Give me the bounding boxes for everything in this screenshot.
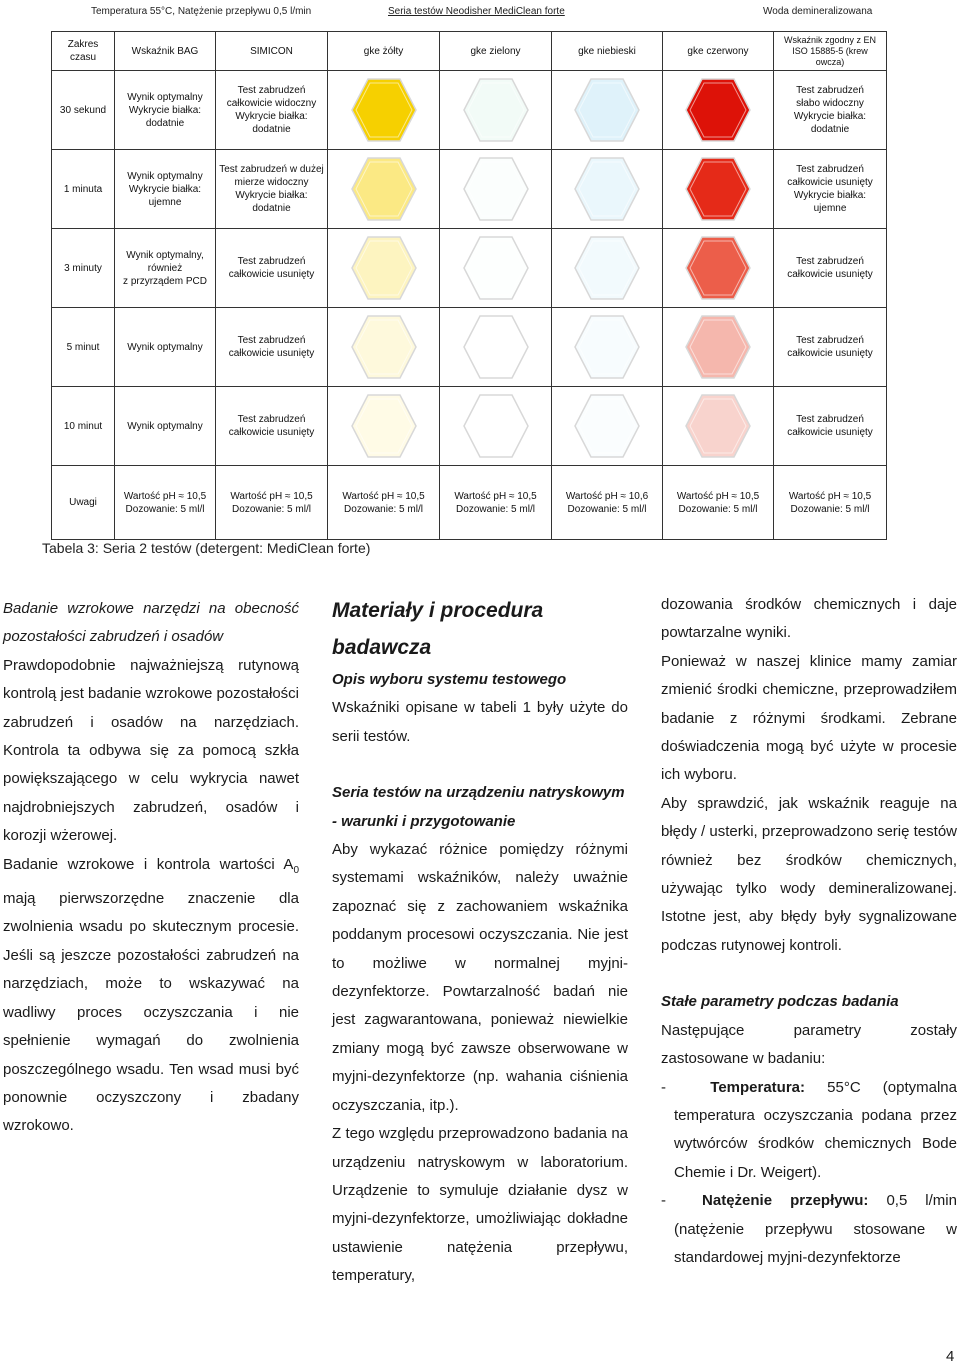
- test-strip-swatch: [559, 74, 655, 146]
- header-time: Zakres czasu: [52, 32, 115, 71]
- header-simicon: SIMICON: [216, 32, 328, 71]
- gke-swatch-cell: [663, 308, 774, 387]
- header-gke-yellow: gke żółty: [328, 32, 440, 71]
- iso-result-cell: Test zabrudzeń słabo widoczny Wykrycie białka: dodatnie: [774, 71, 887, 150]
- page-number: 4: [946, 1348, 955, 1365]
- iso-result-cell: Test zabrudzeń całkowicie usunięty: [774, 229, 887, 308]
- subheading: Seria testów na urządzeniu natryskowym - warunki i przygotowanie: [332, 784, 625, 830]
- paragraph: dozowania środków chemicznych i daje powtarzalne wyniki.: [661, 596, 957, 642]
- notes-cell: Wartość pH ≈ 10,5 Dozowanie: 5 ml/l: [774, 466, 887, 540]
- gke-swatch-cell: [440, 387, 552, 466]
- table-row: [52, 71, 887, 150]
- test-strip-swatch: [670, 232, 766, 304]
- results-table: [51, 31, 887, 540]
- time-cell: 5 minut: [52, 308, 115, 387]
- iso-result-cell: Test zabrudzeń całkowicie usunięty: [774, 387, 887, 466]
- bag-result-cell: Wynik optymalny Wykrycie białka: dodatnie: [115, 71, 216, 150]
- figure-header-left: Temperatura 55°C, Natężenie przepływu 0,5 l/min: [91, 6, 312, 17]
- subheading: Opis wyboru systemu testowego: [332, 671, 567, 688]
- notes-cell: Wartość pH ≈ 10,5 Dozowanie: 5 ml/l: [440, 466, 552, 540]
- simicon-result-cell: Test zabrudzeń całkowicie usunięty: [216, 229, 328, 308]
- gke-swatch-cell: [552, 150, 663, 229]
- bag-result-cell: Wynik optymalny, również z przyrządem PCD: [115, 229, 216, 308]
- notes-label-cell: Uwagi: [52, 466, 115, 540]
- test-strip-swatch: [336, 311, 432, 383]
- notes-cell: Wartość pH ≈ 10,5 Dozowanie: 5 ml/l: [216, 466, 328, 540]
- time-cell: 10 minut: [52, 387, 115, 466]
- gke-swatch-cell: [663, 71, 774, 150]
- header-bag: Wskaźnik BAG: [115, 32, 216, 71]
- figure-header-center: Seria testów Neodisher MediClean forte: [388, 6, 565, 17]
- test-strip-swatch: [336, 390, 432, 462]
- subscript: 0: [293, 864, 299, 876]
- header-gke-red: gke czerwony: [663, 32, 774, 71]
- list-item-text: 0,5 l/min (natężenie przepływu stosowane w standardowej myjni-dezynfektorze: [674, 1192, 957, 1266]
- test-strip-swatch: [336, 153, 432, 225]
- test-strip-swatch: [448, 390, 544, 462]
- gke-swatch-cell: [328, 71, 440, 150]
- paragraph: Ponieważ w naszej klinice mamy zamiar zmienić środki chemiczne, przeprowadziłem badanie z różnymi środkami. Zebrane doświadczenia mogą być użyte w procesie ich wyboru.: [661, 652, 957, 784]
- list-item-label: Natężenie przepływu:: [702, 1192, 869, 1210]
- iso-result-cell: Test zabrudzeń całkowicie usunięty Wykrycie białka: ujemne: [774, 150, 887, 229]
- test-strip-swatch: [448, 311, 544, 383]
- time-cell: 1 minuta: [52, 150, 115, 229]
- subheading: Stałe parametry podczas badania: [661, 993, 899, 1011]
- gke-swatch-cell: [328, 150, 440, 229]
- column-2: [332, 592, 628, 1291]
- test-strip-swatch: [336, 232, 432, 304]
- test-strip-swatch: [559, 232, 655, 304]
- gke-swatch-cell: [440, 229, 552, 308]
- notes-cell: Wartość pH ≈ 10,5 Dozowanie: 5 ml/l: [328, 466, 440, 540]
- paragraph: Następujące parametry zostały zastosowane w badaniu:: [661, 1021, 957, 1068]
- gke-swatch-cell: [552, 71, 663, 150]
- gke-swatch-cell: [663, 229, 774, 308]
- paragraph: Prawdopodobnie najważniejszą rutynową kontrolą jest badanie wzrokowe pozostałości zabrudzeń i osadów na narzędziach. Kontrola ta odbywa się za pomocą szkła powiększającego w celu wykrycia nawet najdrobniejszych zabrudzeń, osadów i korozji wżerowej.: [3, 656, 299, 845]
- paragraph: Aby sprawdzić, jak wskaźnik reaguje na błędy / usterki, przeprowadzono serię testów również bez środków chemicznych, używając tylko wody demineralizowanej. Istotne jest, aby błędy były sygnalizowane podczas rutynowej kontroli.: [661, 794, 957, 954]
- text-run: Badanie wzrokowe i kontrola wartości A: [3, 855, 294, 873]
- gke-swatch-cell: [552, 387, 663, 466]
- list-item: - Natężenie przepływu: 0,5 l/min (natężenie przepływu stosowane w standardowej myjni-dezynfektorze: [661, 1192, 957, 1266]
- paragraph: Aby wykazać różnice pomiędzy różnymi systemami wskaźników, należy uważnie zapoznać się z zachowaniem wskaźnika poddanym procesowi oczyszczania. Nie jest to możliwe w normalnej myjni-dezynfektorze. Powtarzalność badań nie jest zagwarantowana, ponieważ niewielkie zmiany mogą być zawsze obserwowane w myjni-dezynfektorze (np. wahania ciśnienia oczyszczania, itp.).: [332, 841, 628, 1114]
- test-strip-swatch: [559, 311, 655, 383]
- paragraph: Z tego względu przeprowadzono badania na urządzeniu natryskowym w laboratorium. Urządzenie to symuluje działanie dysz w myjni-dezynfektorze, umożliwiając dokładne ustawienie natężenia przepływu, temperatury,: [332, 1125, 628, 1285]
- text-run: mają pierwszorzędne znaczenie dla zwolnienia wsadu po skutecznym procesie. Jeśli są jeszcze pozostałości zabrudzeń na narzędziach, może to wskazywać na wadliwy proces oczyszczania i nie spełnienie wymagań do zwolnienia poszczególnego wsadu. Ten wsad musi być ponownie oczyszczony i zbadany wzrokowo.: [3, 890, 299, 1135]
- list-item: - Temperatura: 55°C (optymalna temperatura oczyszczania podana przez wytwórców środków chemicznych Bode Chemie i Dr. Weigert).: [661, 1078, 957, 1181]
- figure-header-right: Woda demineralizowana: [763, 6, 873, 17]
- bag-result-cell: Wynik optymalny Wykrycie białka: ujemne: [115, 150, 216, 229]
- gke-swatch-cell: [440, 150, 552, 229]
- section-heading: Materiały i procedura badawcza: [332, 599, 544, 659]
- table-row: [52, 229, 887, 308]
- notes-cell: Wartość pH ≈ 10,6 Dozowanie: 5 ml/l: [552, 466, 663, 540]
- table-row: [52, 308, 887, 387]
- test-strip-swatch: [670, 153, 766, 225]
- time-cell: 3 minuty: [52, 229, 115, 308]
- time-cell: 30 sekund: [52, 71, 115, 150]
- test-strip-swatch: [670, 74, 766, 146]
- paragraph: Wskaźniki opisane w tabeli 1 były użyte do serii testów.: [332, 699, 628, 745]
- test-strip-swatch: [336, 74, 432, 146]
- table-row: [52, 150, 887, 229]
- notes-cell: Wartość pH ≈ 10,5 Dozowanie: 5 ml/l: [663, 466, 774, 540]
- paragraph: [3, 851, 299, 1141]
- simicon-result-cell: Test zabrudzeń całkowicie usunięty: [216, 308, 328, 387]
- gke-swatch-cell: [552, 308, 663, 387]
- header-gke-blue: gke niebieski: [552, 32, 663, 71]
- table-caption: Tabela 3: Seria 2 testów (detergent: MediClean forte): [42, 540, 371, 556]
- simicon-result-cell: Test zabrudzeń całkowicie usunięty: [216, 387, 328, 466]
- gke-swatch-cell: [328, 229, 440, 308]
- test-strip-swatch: [670, 311, 766, 383]
- notes-cell: Wartość pH ≈ 10,5 Dozowanie: 5 ml/l: [115, 466, 216, 540]
- gke-swatch-cell: [440, 71, 552, 150]
- test-strip-swatch: [670, 390, 766, 462]
- test-strip-swatch: [559, 390, 655, 462]
- bag-result-cell: Wynik optymalny: [115, 387, 216, 466]
- test-strip-swatch: [448, 153, 544, 225]
- test-strip-swatch: [448, 232, 544, 304]
- list-item-label: Temperatura:: [710, 1078, 806, 1096]
- simicon-result-cell: Test zabrudzeń w dużej mierze widoczny Wykrycie białka: dodatnie: [216, 150, 328, 229]
- header-gke-green: gke zielony: [440, 32, 552, 71]
- test-strip-swatch: [448, 74, 544, 146]
- list-item-text: 55°C (optymalna temperatura oczyszczania podana przez wytwórców środków chemicznych Bode Chemie i Dr. Weigert).: [674, 1078, 957, 1181]
- table-header-row: [52, 32, 887, 71]
- gke-swatch-cell: [663, 150, 774, 229]
- gke-swatch-cell: [440, 308, 552, 387]
- simicon-result-cell: Test zabrudzeń całkowicie widoczny Wykrycie białka: dodatnie: [216, 71, 328, 150]
- table-row: [52, 387, 887, 466]
- gke-swatch-cell: [328, 308, 440, 387]
- gke-swatch-cell: [328, 387, 440, 466]
- bag-result-cell: Wynik optymalny: [115, 308, 216, 387]
- gke-swatch-cell: [552, 229, 663, 308]
- test-strip-swatch: [559, 153, 655, 225]
- gke-swatch-cell: [663, 387, 774, 466]
- column-1: [3, 595, 299, 1141]
- iso-result-cell: Test zabrudzeń całkowicie usunięty: [774, 308, 887, 387]
- table-notes-row: [52, 466, 887, 540]
- column-3: [661, 591, 957, 1272]
- section-heading: Badanie wzrokowe narzędzi na obecność pozostałości zabrudzeń i osadów: [3, 600, 299, 646]
- header-iso: Wskaźnik zgodny z EN ISO 15885-5 (krew owcza): [774, 32, 887, 71]
